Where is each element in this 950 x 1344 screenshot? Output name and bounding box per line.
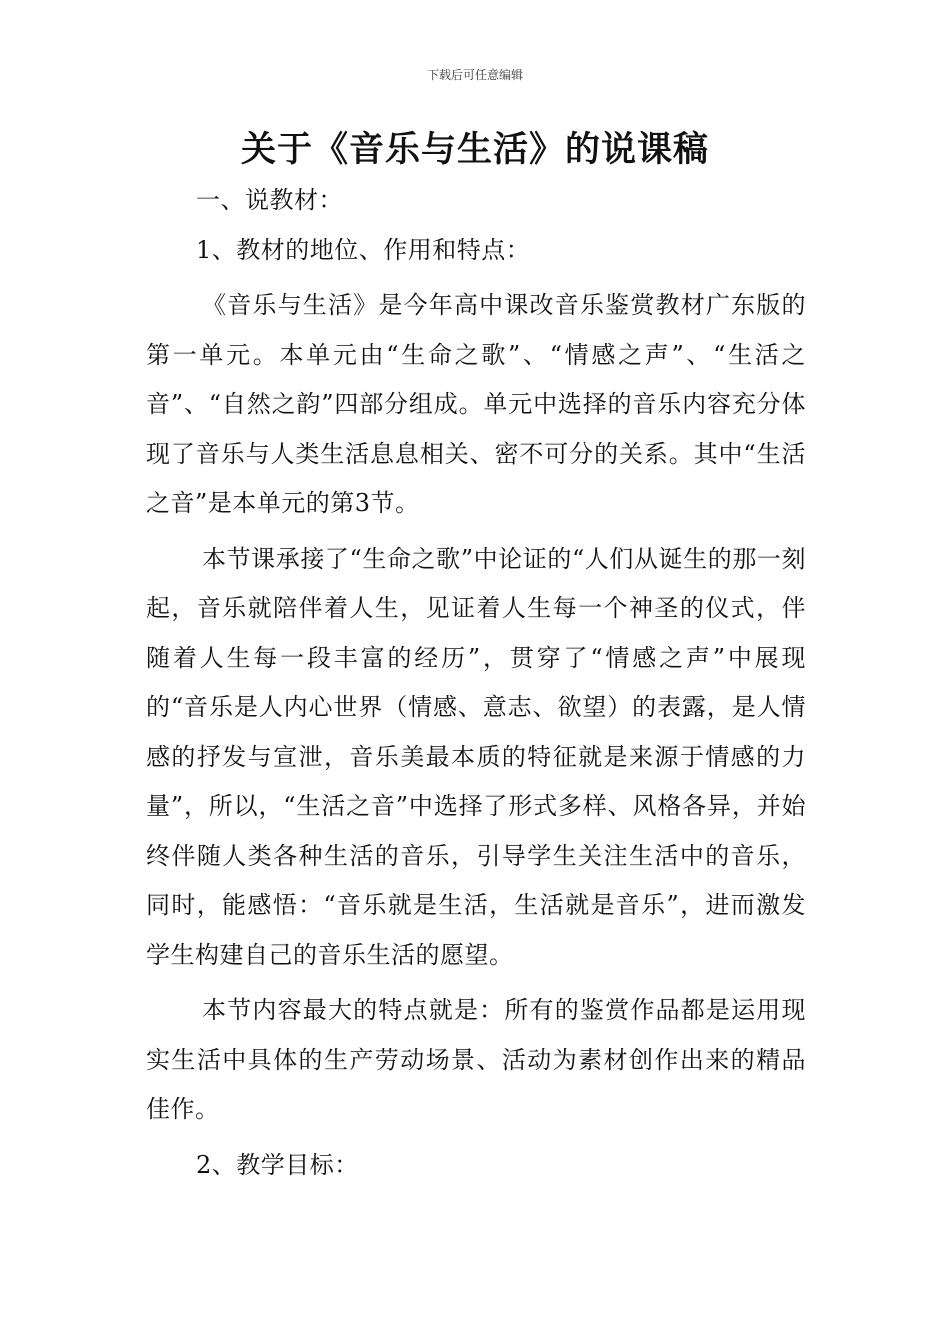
paragraph: 本节内容最大的特点就是：所有的鉴赏作品都是运用现实生活中具体的生产劳动场景、活动为素材创作出来的精品佳作。 bbox=[146, 996, 806, 1123]
paragraph: 《音乐与生活》是今年高中课改音乐鉴赏教材广东版的第一单元。本单元由“生命之歌”、“情感之声”、“生活之音”、“自然之韵”四部分组成。单元中选择的音乐内容充分体现了音乐与人类生活息息相关、密不可分的关系。其中“生活之音”是本单元的第3节。 bbox=[146, 291, 806, 517]
header-note: 下载后可任意编辑 bbox=[426, 68, 523, 82]
section-heading: 一、说教材： bbox=[196, 186, 343, 214]
subsection-heading: 1、教材的地位、作用和特点： bbox=[196, 235, 531, 264]
subsection-heading: 2、教学目标： bbox=[196, 1150, 359, 1179]
paragraph: 本节课承接了“生命之歌”中论证的“人们从诞生的那一刻起，音乐就陪伴着人生，见证着人生每一个神圣的仪式，伴随着人生每一段丰富的经历”，贯穿了“情感之声”中展现的“音乐是人内心世界（情感、意志、欲望）的表露，是人情感的抒发与宣泄，音乐美最本质的特征就是来源于情感的力量”，所以，“生活之音”中选择了形式多样、风格各异，并始终伴随人类各种生活的音乐，引导学生关注生活中的音乐，同时，能感悟：“音乐就是生活，生活就是音乐”，进而激发学生构建自己的音乐生活的愿望。 bbox=[146, 544, 806, 969]
document-body bbox=[146, 176, 806, 1190]
document-title: 关于《音乐与生活》的说课稿 bbox=[240, 130, 709, 170]
